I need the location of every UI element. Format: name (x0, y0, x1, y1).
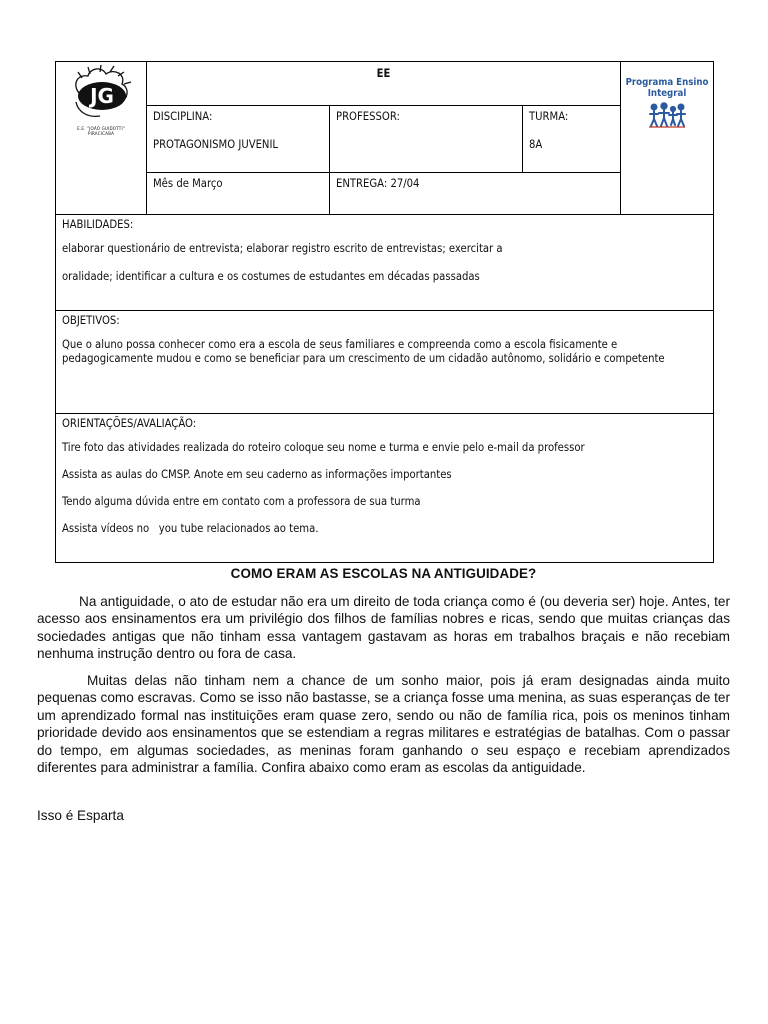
orientacoes-section (56, 414, 714, 563)
school-name-cell: EE (147, 62, 621, 106)
article (37, 565, 730, 833)
school-logo-cell (56, 62, 147, 215)
program-logo-cell (621, 62, 714, 215)
teacher-cell (330, 106, 523, 173)
article-paragraph: Na antiguidade, o ato de estudar não era um direito de toda criança como é (ou deveria ser) hoje. Antes, ter acesso aos ensinamentos era um privilégio dos filhos de famílias nobres e ricas, sendo que muitas crianças das sociedades antigas que não tinham essa vantagem gastavam as horas em trabalhos braçais e não recebiam nenhuma instrução dentro ou fora de casa. (37, 593, 730, 661)
article-title: COMO ERAM AS ESCOLAS NA ANTIGUIDADE? (230, 566, 537, 581)
objetivos-section (56, 311, 714, 414)
logo-caption: E.E. "JOÃO GUIDOTTI" PIRACICABA (77, 127, 125, 137)
orientacoes-title: ORIENTAÇÕES/AVALIAÇÃO: (62, 417, 197, 430)
teacher-label: PROFESSOR: (336, 110, 400, 123)
orientacoes-item: Assista vídeos no you tube relacionados ao tema. (62, 522, 319, 535)
objetivos-text: Que o aluno possa conhecer como era a escola de seus familiares e compreenda como a escola fisicamente e pedagogicamente mudou e como se beneficiar para um crescimento de um cidadão autônomo, solidário e competente (62, 338, 665, 365)
objetivos-title: OBJETIVOS: (62, 314, 120, 327)
header-table (55, 61, 714, 563)
discipline-value: PROTAGONISMO JUVENIL (153, 138, 279, 151)
habilidades-section (56, 215, 714, 311)
program-title: Programa Ensino Integral (625, 77, 709, 99)
habilidades-line: oralidade; identificar a cultura e os costumes de estudantes em décadas passadas (62, 270, 480, 283)
habilidades-title: HABILIDADES: (62, 218, 134, 231)
habilidades-line: elaborar questionário de entrevista; elaborar registro escrito de entrevistas; exercitar a (62, 242, 503, 255)
article-closing: Isso é Esparta (37, 807, 124, 823)
class-cell (523, 106, 621, 173)
orientacoes-item: Assista as aulas do CMSP. Anote em seu caderno as informações importantes (62, 468, 452, 481)
family-figures-icon (647, 102, 687, 128)
orientacoes-item: Tire foto das atividades realizada do roteiro coloque seu nome e turma e envie pelo e-mail da professor (62, 441, 585, 454)
article-paragraph: Muitas delas não tinham nem a chance de um sonho maior, pois já eram designadas ainda muito pequenas como escravas. Como se isso não bastasse, se a criança fosse uma menina, as suas esperanças de ter um aprendizado formal nas instituições eram quase zero, sendo ou não de família rica, pois os meninos tinham prioridade devido aos ensinamentos que se estendiam a regras militares e estratégias de batalhas. Com o passar do tempo, em algumas sociedades, as meninas foram ganhando o seu espaço e recebiam aprendizados diferentes para administrar a família. Confira abaixo como eram as escolas da antiguidade. (37, 672, 730, 775)
jg-school-logo-icon (66, 64, 136, 137)
discipline-label: DISCIPLINA: (153, 110, 213, 123)
month-cell: Mês de Março (147, 173, 330, 215)
discipline-cell (147, 106, 330, 173)
class-value: 8A (529, 138, 543, 151)
class-label: TURMA: (529, 110, 569, 123)
delivery-cell: ENTREGA: 27/04 (330, 173, 621, 215)
logo-monogram: JG (90, 84, 114, 108)
orientacoes-item: Tendo alguma dúvida entre em contato com a professora de sua turma (62, 495, 421, 508)
